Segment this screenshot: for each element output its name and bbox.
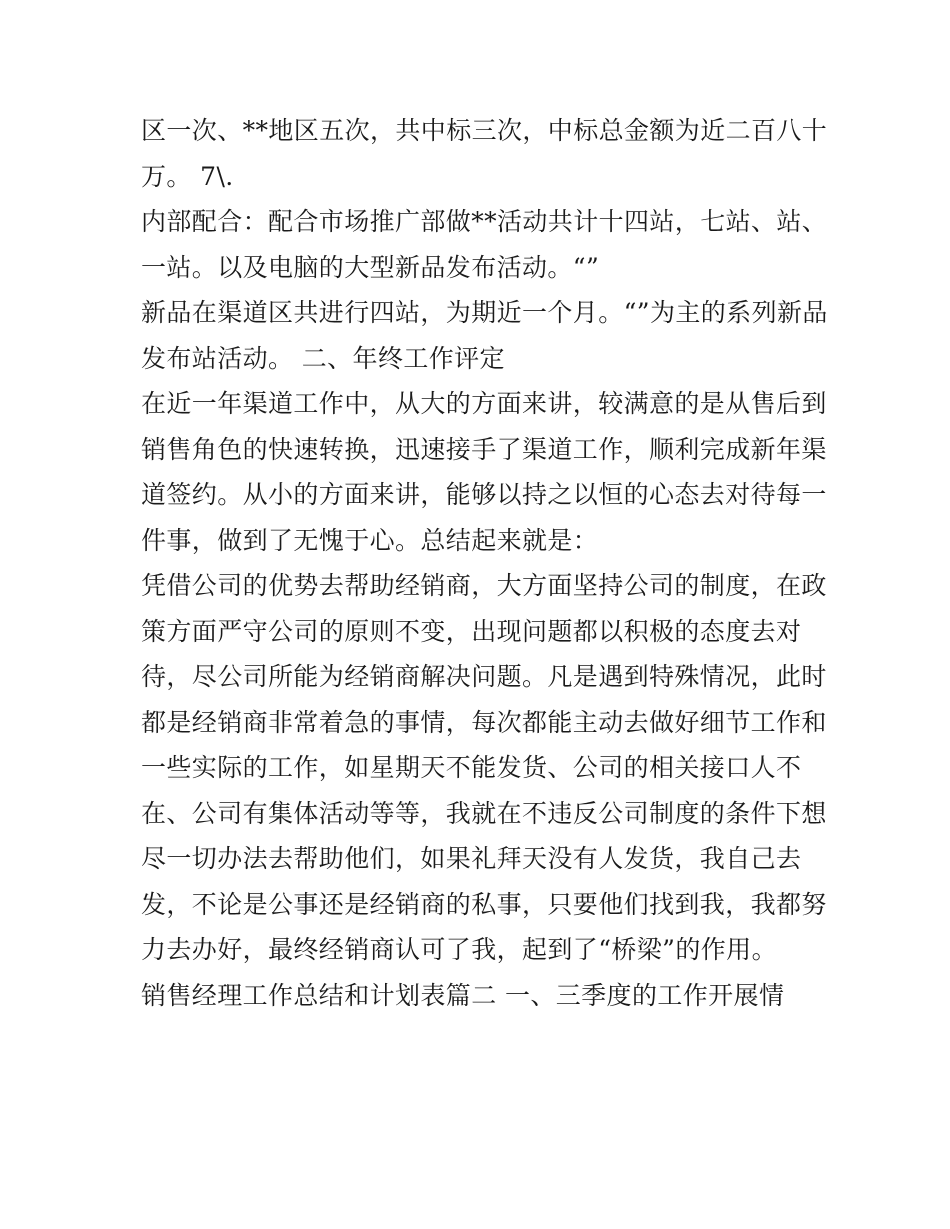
text-line: 都是经销商非常着急的事情，每次都能主动去做好细节工作和 [141,707,827,737]
text-line: 发，不论是公事还是经销商的私事，只要他们找到我，我都努 [141,889,827,919]
document-body [141,108,828,1018]
text-line: 销售经理工作总结和计划表篇二 一、三季度的工作开展情 [141,980,785,1010]
text-line: 道签约。从小的方面来讲，能够以持之以恒的心态去对待每一 [141,480,827,509]
text-line: 新品在渠道区共进行四站，为期近一个月。“”为主的系列新品 [141,298,828,327]
text-line: 件事，做到了无愧于心。总结起来就是： [141,525,599,555]
text-line: 区一次、**地区五次，共中标三次，中标总金额为近二百八十 [141,116,828,145]
text-line: 尽一切办法去帮助他们，如果礼拜天没有人发货，我自己去 [141,844,802,873]
text-line: 万。 7\. [141,161,234,191]
text-line: 销售角色的快速转换，迅速接手了渠道工作，顺利完成新年渠 [141,434,827,464]
text-line: 在、公司有集体活动等等，我就在不违反公司制度的条件下想 [141,798,827,828]
text-line: 在近一年渠道工作中，从大的方面来讲，较满意的是从售后到 [141,389,827,418]
text-line: 发布站活动。 二、年终工作评定 [141,343,505,373]
text-line: 力去办好，最终经销商认可了我，起到了“桥梁”的作用。 [141,935,777,964]
text-line: 一站。以及电脑的大型新品发布活动。“” [141,252,600,282]
text-line: 一些实际的工作，如星期天不能发货、公司的相关接口人不 [141,753,802,782]
text-line: 策方面严守公司的原则不变，出现问题都以积极的态度去对 [141,616,802,646]
text-line: 内部配合：配合市场推广部做**活动共计十四站，七站、站、 [141,207,828,236]
text-line: 待，尽公司所能为经销商解决问题。凡是遇到特殊情况，此时 [141,662,827,691]
text-line: 凭借公司的优势去帮助经销商，大方面坚持公司的制度，在政 [141,571,827,600]
